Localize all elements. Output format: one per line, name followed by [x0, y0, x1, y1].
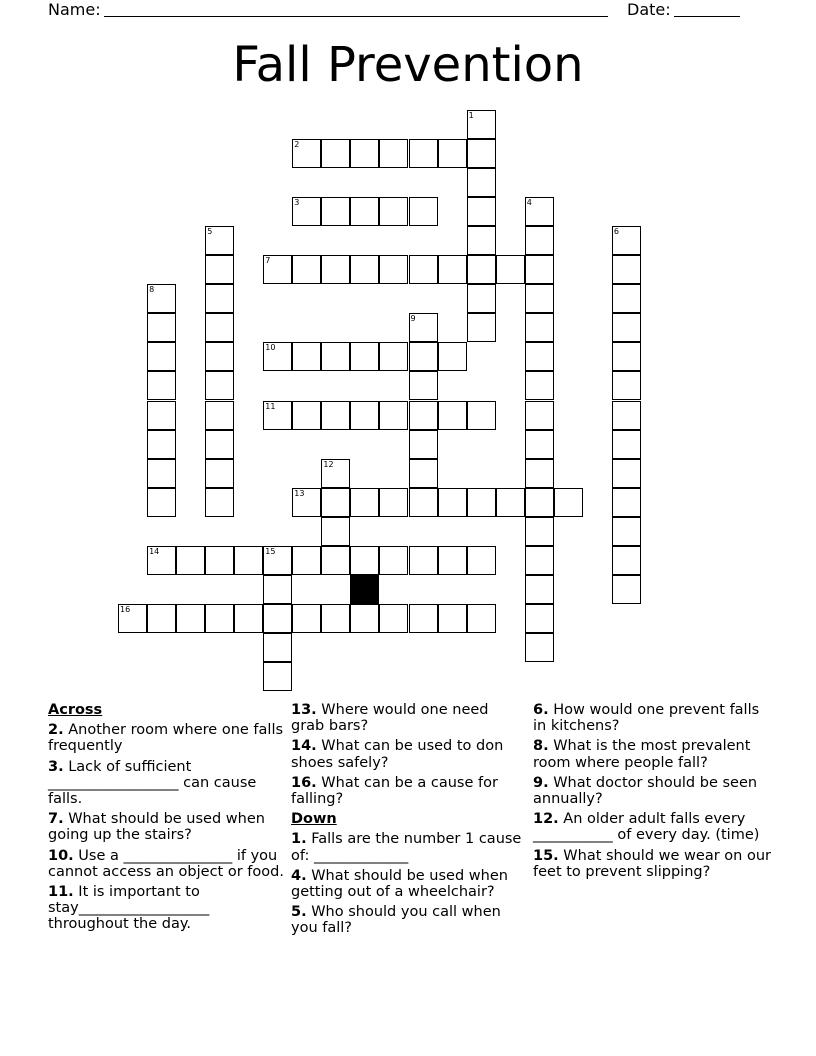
grid-cell[interactable] [263, 575, 292, 604]
clue-number: 8 [149, 285, 155, 295]
clue [533, 738, 771, 770]
grid-cell[interactable] [321, 139, 350, 168]
grid-cell[interactable] [525, 284, 554, 313]
clue [48, 884, 284, 933]
grid-cell[interactable] [409, 197, 438, 226]
clue-number: 10 [265, 343, 276, 353]
clue-text: What should be used when going up the stairs? [48, 811, 265, 844]
grid-cell[interactable] [525, 517, 554, 546]
grid-cell[interactable] [292, 546, 321, 575]
clue [48, 759, 284, 808]
grid-cell[interactable] [525, 575, 554, 604]
grid-cell[interactable] [612, 226, 641, 255]
clue-number: 7 [265, 256, 271, 266]
grid-cell[interactable] [147, 313, 176, 342]
clue-number: 4. [291, 867, 307, 884]
grid-cell[interactable] [438, 546, 467, 575]
clue-number: 6 [613, 227, 619, 237]
name-label: Name: [48, 0, 101, 19]
clue-number: 11. [48, 884, 74, 901]
across-clue-list [48, 722, 284, 932]
grid-cell[interactable] [379, 546, 408, 575]
grid-cell[interactable] [467, 546, 496, 575]
clue-text: Lack of sufficient __________________ can cause falls. [48, 758, 257, 808]
clue [291, 904, 523, 936]
clue-text: What should be used when getting out of a wheelchair? [291, 867, 508, 901]
grid-cell[interactable] [409, 546, 438, 575]
clue-number: 10. [48, 847, 74, 864]
grid-cell[interactable] [205, 488, 234, 517]
grid-cell[interactable] [292, 342, 321, 371]
grid-cell[interactable] [205, 546, 234, 575]
grid-cell[interactable] [321, 546, 350, 575]
grid-cell[interactable] [350, 139, 379, 168]
clue-number: 12 [323, 459, 334, 469]
grid-cell[interactable] [525, 255, 554, 284]
grid-cell[interactable] [379, 488, 408, 517]
grid-cell[interactable] [409, 459, 438, 488]
clue-number: 3 [294, 198, 300, 208]
grid-cell[interactable] [525, 546, 554, 575]
clue-number: 5. [291, 904, 307, 921]
grid-cell[interactable] [205, 459, 234, 488]
grid-cell[interactable] [147, 284, 176, 313]
clue [291, 868, 523, 900]
grid-cell[interactable] [612, 459, 641, 488]
grid-cell[interactable] [292, 139, 321, 168]
grid-cell[interactable] [292, 197, 321, 226]
grid-cell[interactable] [205, 371, 234, 400]
clue-text: Another room where one falls frequently [48, 722, 284, 755]
grid-cell[interactable] [321, 604, 350, 633]
grid-cell[interactable] [205, 284, 234, 313]
grid-cell[interactable] [525, 604, 554, 633]
clue-number: 4 [526, 198, 532, 208]
clue-number: 6. [533, 702, 549, 718]
grid-cell[interactable] [467, 110, 496, 139]
clue-text: Use a _______________ if you cannot access an object or food. [48, 847, 284, 880]
grid-cell[interactable] [379, 342, 408, 371]
grid-cell[interactable] [321, 517, 350, 546]
grid-cell[interactable] [409, 488, 438, 517]
clues-column-2 [291, 702, 523, 941]
grid-cell[interactable] [409, 401, 438, 430]
grid-cell[interactable] [147, 401, 176, 430]
clue-number: 1. [291, 831, 307, 848]
grid-cell[interactable] [350, 255, 379, 284]
grid-cell[interactable] [234, 546, 263, 575]
grid-cell[interactable] [205, 430, 234, 459]
clues-column-3 [533, 702, 771, 884]
grid-cell[interactable] [612, 488, 641, 517]
grid-cell[interactable] [263, 662, 292, 691]
grid-cell[interactable] [292, 255, 321, 284]
grid-cell[interactable] [612, 517, 641, 546]
clue [533, 775, 771, 807]
grid-cell[interactable] [612, 342, 641, 371]
grid-cell[interactable] [467, 313, 496, 342]
grid-cell[interactable] [147, 430, 176, 459]
clue-number: 9. [533, 774, 549, 791]
grid-cell[interactable] [292, 604, 321, 633]
grid-cell[interactable] [292, 488, 321, 517]
grid-cell[interactable] [379, 255, 408, 284]
grid-cell[interactable] [205, 604, 234, 633]
clue-text: Where would one need grab bars? [291, 702, 489, 735]
grid-cell[interactable] [467, 226, 496, 255]
clue [533, 811, 771, 843]
grid-cell[interactable] [438, 401, 467, 430]
clue-number: 2. [48, 722, 64, 739]
grid-cell[interactable] [525, 342, 554, 371]
grid-cell[interactable] [612, 401, 641, 430]
clues-column-1 [48, 702, 284, 937]
grid-cell[interactable] [525, 313, 554, 342]
grid-cell[interactable] [438, 255, 467, 284]
grid-cell[interactable] [263, 546, 292, 575]
clue-number: 13. [291, 702, 317, 718]
clue-number: 14. [291, 738, 317, 755]
grid-cell[interactable] [612, 575, 641, 604]
clue-number: 9 [410, 314, 416, 324]
grid-cell[interactable] [467, 488, 496, 517]
grid-cell[interactable] [118, 604, 147, 633]
grid-cell[interactable] [147, 488, 176, 517]
clue-number: 5 [207, 227, 213, 237]
grid-cell[interactable] [467, 255, 496, 284]
grid-cell[interactable] [525, 197, 554, 226]
clue-text: An older adult falls every ___________ of every day. (time) [533, 811, 760, 844]
grid-cell[interactable] [321, 342, 350, 371]
grid-cell[interactable] [612, 284, 641, 313]
clue [533, 848, 771, 880]
grid-cell[interactable] [409, 313, 438, 342]
date-label: Date: [627, 0, 671, 19]
clue [533, 702, 771, 734]
grid-cell[interactable] [612, 371, 641, 400]
grid-cell[interactable] [234, 604, 263, 633]
clue-number: 12. [533, 811, 559, 828]
grid-cell[interactable] [409, 255, 438, 284]
grid-cell[interactable] [205, 342, 234, 371]
grid-cell[interactable] [205, 401, 234, 430]
clue-number: 2 [294, 140, 300, 150]
grid-cell[interactable] [612, 255, 641, 284]
clue [291, 702, 523, 734]
clue-text: Falls are the number 1 cause of: _____________ [291, 831, 522, 864]
clue-number: 15. [533, 847, 559, 864]
grid-cell[interactable] [409, 430, 438, 459]
clue-number: 1 [468, 111, 474, 120]
grid-cell[interactable] [379, 604, 408, 633]
grid-cell[interactable] [263, 342, 292, 371]
across-heading: Across [48, 702, 103, 718]
grid-cell[interactable] [321, 197, 350, 226]
grid-cell[interactable] [409, 604, 438, 633]
down-clue-list [291, 831, 523, 936]
grid-cell[interactable] [525, 488, 554, 517]
clue-number: 14 [149, 546, 160, 556]
grid-cell[interactable] [525, 371, 554, 400]
clue-text: What should we wear on our feet to prevent slipping? [533, 847, 771, 880]
grid-cell[interactable] [467, 197, 496, 226]
clue [48, 722, 284, 754]
grid-cell[interactable] [438, 488, 467, 517]
grid-cell[interactable] [467, 604, 496, 633]
grid-cell[interactable] [409, 139, 438, 168]
grid-cell[interactable] [409, 371, 438, 400]
grid-cell[interactable] [379, 197, 408, 226]
grid-cell[interactable] [147, 342, 176, 371]
grid-cell[interactable] [263, 255, 292, 284]
black-square [350, 575, 379, 604]
grid-cell[interactable] [525, 430, 554, 459]
clue-number: 16. [291, 774, 317, 791]
grid-cell[interactable] [612, 546, 641, 575]
across-clue-list-continued [291, 702, 523, 807]
clue-number: 13 [294, 488, 305, 498]
clue-number: 8. [533, 738, 549, 755]
grid-cell[interactable] [379, 139, 408, 168]
page-title: Fall Prevention [232, 37, 584, 93]
clue-text: Who should you call when you fall? [291, 904, 501, 937]
grid-cell[interactable] [467, 168, 496, 197]
grid-cell[interactable] [147, 546, 176, 575]
grid-cell[interactable] [176, 546, 205, 575]
clue-number: 7. [48, 811, 64, 828]
grid-cell[interactable] [525, 401, 554, 430]
grid-cell[interactable] [554, 488, 583, 517]
grid-cell[interactable] [438, 139, 467, 168]
grid-cell[interactable] [147, 604, 176, 633]
clue-number: 11 [265, 401, 276, 411]
grid-cell[interactable] [147, 371, 176, 400]
clue [291, 738, 523, 770]
grid-cell[interactable] [496, 488, 525, 517]
grid-cell[interactable] [438, 604, 467, 633]
grid-cell[interactable] [321, 255, 350, 284]
down-clue-list-continued [533, 702, 771, 880]
grid-cell[interactable] [612, 430, 641, 459]
clue [291, 831, 523, 863]
grid-cell[interactable] [263, 604, 292, 633]
grid-cell[interactable] [350, 197, 379, 226]
clue-text: What doctor should be seen annually? [533, 774, 758, 808]
clue-number: 15 [265, 546, 276, 556]
grid-cell[interactable] [438, 342, 467, 371]
grid-cell[interactable] [350, 342, 379, 371]
clue-number: 16 [120, 604, 131, 614]
grid-cell[interactable] [350, 546, 379, 575]
grid-cell[interactable] [525, 459, 554, 488]
grid-cell[interactable] [525, 226, 554, 255]
grid-cell[interactable] [147, 459, 176, 488]
clue [291, 775, 523, 807]
grid-cell[interactable] [350, 604, 379, 633]
grid-cell[interactable] [321, 401, 350, 430]
grid-cell[interactable] [379, 401, 408, 430]
grid-cell[interactable] [525, 633, 554, 662]
grid-cell[interactable] [176, 604, 205, 633]
grid-cell[interactable] [321, 459, 350, 488]
grid-cell[interactable] [350, 401, 379, 430]
clue-number: 3. [48, 758, 64, 775]
clue [48, 848, 284, 880]
grid-cell[interactable] [205, 226, 234, 255]
grid-cell[interactable] [612, 313, 641, 342]
clue-text: What is the most prevalent room where people fall? [533, 738, 751, 771]
down-heading: Down [291, 811, 337, 828]
grid-cell[interactable] [263, 401, 292, 430]
clue-text: What can be used to don shoes safely? [291, 738, 504, 771]
grid-cell[interactable] [205, 313, 234, 342]
grid-cell[interactable] [496, 255, 525, 284]
grid-cell[interactable] [467, 284, 496, 313]
clue-text: How would one prevent falls in kitchens? [533, 702, 760, 735]
clue-text: What can be a cause for falling? [291, 774, 498, 808]
grid-cell[interactable] [321, 488, 350, 517]
grid-cell[interactable] [263, 633, 292, 662]
grid-cell[interactable] [205, 255, 234, 284]
grid-cell[interactable] [292, 401, 321, 430]
grid-cell[interactable] [467, 401, 496, 430]
grid-cell[interactable] [409, 342, 438, 371]
clue [48, 811, 284, 843]
grid-cell[interactable] [350, 488, 379, 517]
clue-text: It is important to stay__________________ throughout the day. [48, 884, 210, 933]
grid-cell[interactable] [467, 139, 496, 168]
